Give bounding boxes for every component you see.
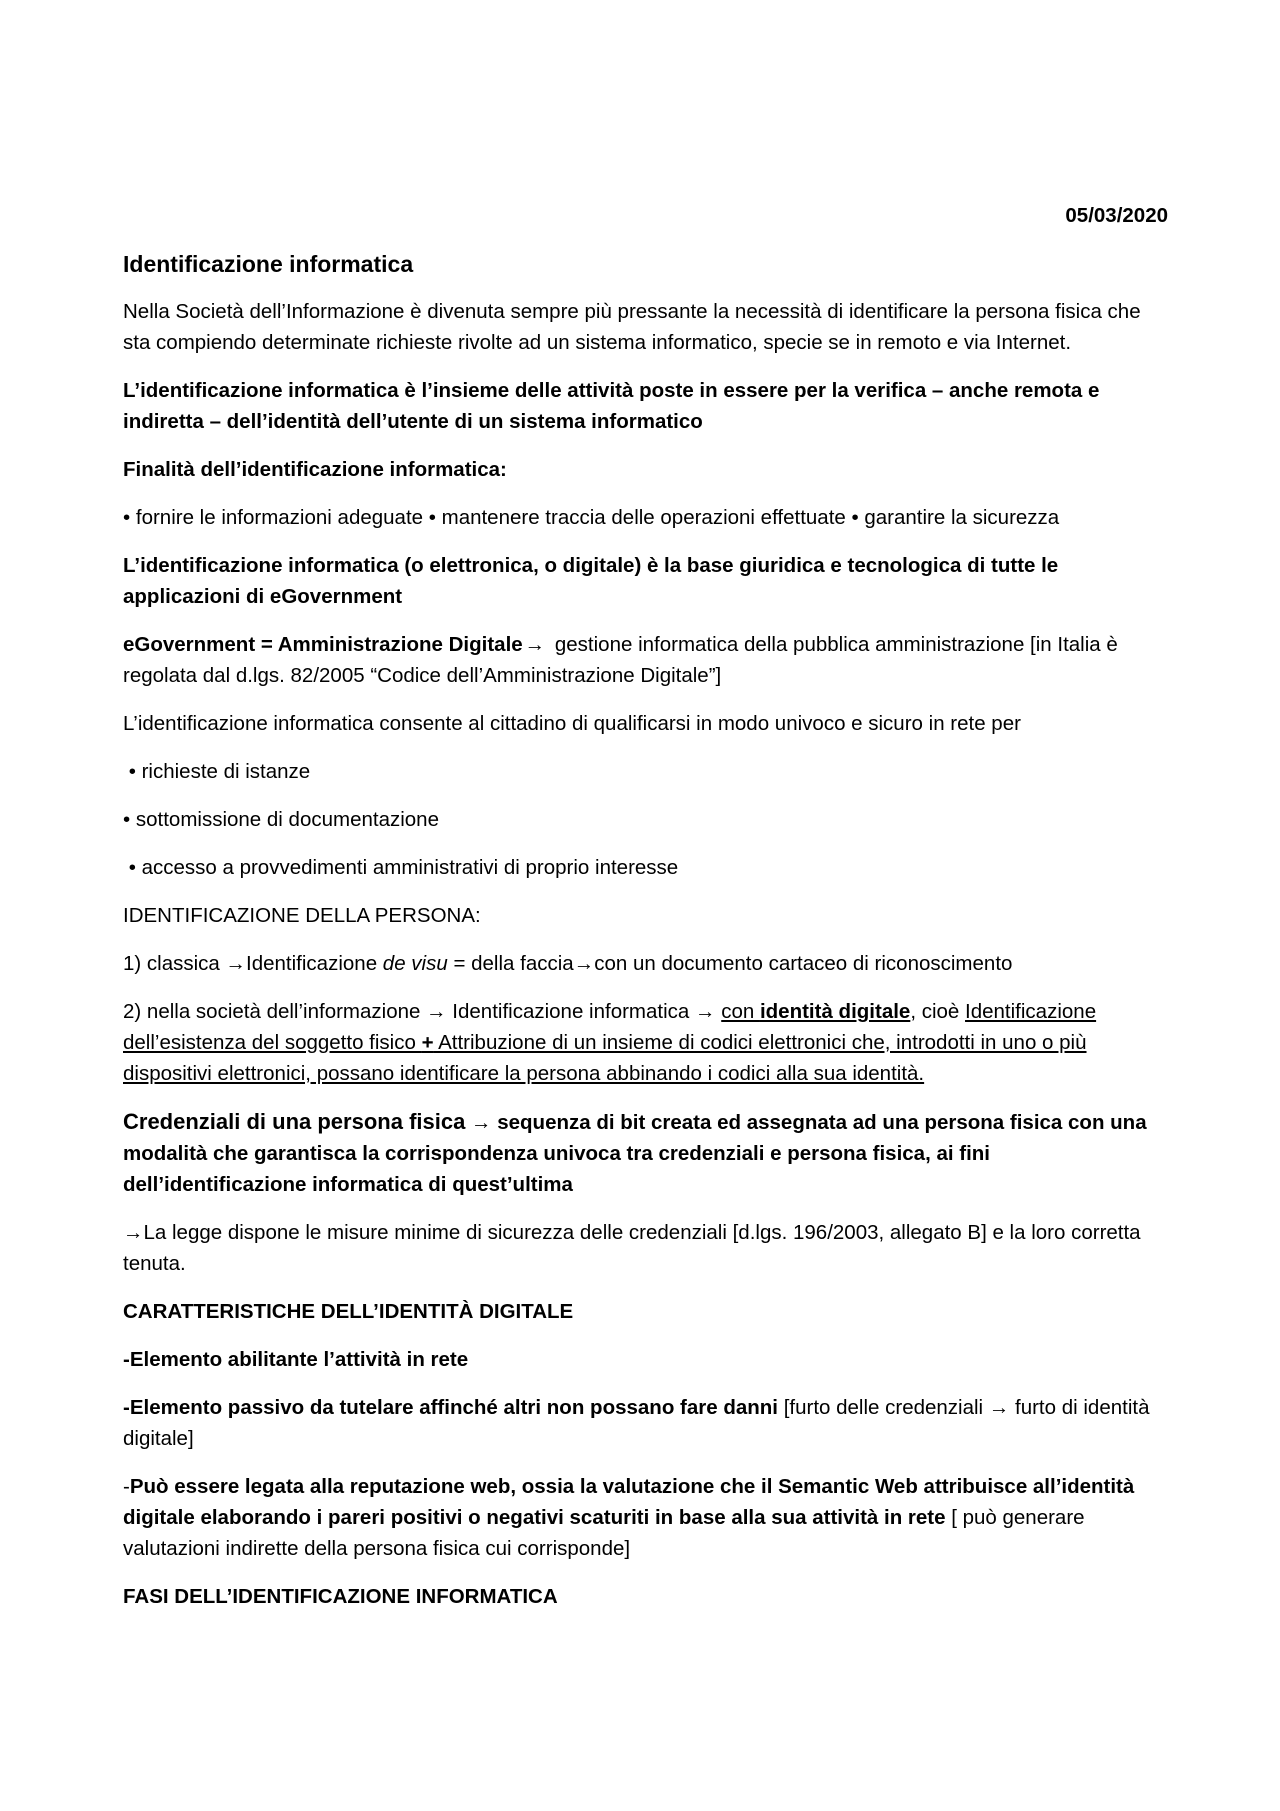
definition-text: L’identificazione informatica è l’insieme delle attività poste in essere per la verifica – anche remota e indiretta – dell’identità dell’utente di un sistema informatico bbox=[123, 379, 1100, 433]
arrow-icon: → bbox=[573, 952, 595, 975]
arrow-icon: → bbox=[695, 1000, 716, 1023]
phases-heading: FASI DELL’IDENTIFICAZIONE INFORMATICA bbox=[123, 1585, 558, 1608]
purpose-items: • fornire le informazioni adeguate • mantenere traccia delle operazioni effettuate • garantire la sicurezza bbox=[123, 506, 1060, 529]
characteristic-item: -Può essere legata alla reputazione web, ossia la valutazione che il Semantic Web attribuisce all’identità digitale elaborando i pareri positivi o negativi scaturiti in base alla sua attività in rete [ può generare valutazioni indirette della persona fisica cui corrisponde] bbox=[123, 1475, 1135, 1560]
arrow-icon: → bbox=[123, 1221, 144, 1244]
list-item: • accesso a provvedimenti amministrativi di proprio interesse bbox=[128, 856, 679, 879]
characteristics-heading: CARATTERISTICHE DELL’IDENTITÀ DIGITALE bbox=[123, 1300, 574, 1323]
classic-identification: 1) classica →Identificazione de visu = della faccia→con un documento cartaceo di riconoscimento bbox=[123, 952, 1013, 975]
purpose-heading: Finalità dell’identificazione informatica: bbox=[123, 458, 507, 481]
document-title: Identificazione informatica bbox=[123, 251, 414, 277]
arrow-icon: → bbox=[471, 1111, 492, 1134]
allows-paragraph: L’identificazione informatica consente al cittadino di qualificarsi in modo univoco e sicuro in rete per bbox=[123, 712, 1021, 735]
arrow-icon: → bbox=[225, 952, 247, 975]
law-paragraph: →La legge dispone le misure minime di sicurezza delle credenziali [d.lgs. 196/2003, allegato B] e la loro corretta tenuta. bbox=[123, 1221, 1141, 1275]
arrow-icon: → bbox=[524, 633, 546, 656]
list-item: • richieste di istanze bbox=[128, 760, 311, 783]
credentials-term: Credenziali di una persona fisica bbox=[123, 1109, 466, 1134]
intro-paragraph: Nella Società dell’Informazione è divenuta sempre più pressante la necessità di identificare la persona fisica che sta compiendo determinate richieste rivolte ad un sistema informatico, specie se in remoto e via Internet. bbox=[123, 300, 1141, 354]
arrow-icon: → bbox=[426, 1000, 447, 1023]
document-date: 05/03/2020 bbox=[1065, 204, 1168, 227]
egov-term: eGovernment = Amministrazione Digitale bbox=[123, 633, 523, 656]
characteristic-item: -Elemento abilitante l’attività in rete bbox=[123, 1348, 469, 1371]
arrow-icon: → bbox=[988, 1396, 1010, 1419]
basis-paragraph: L’identificazione informatica (o elettronica, o digitale) è la base giuridica e tecnologica di tutte le applicazioni di eGovernment bbox=[123, 554, 1059, 608]
digital-identity-term: identità digitale bbox=[759, 1000, 911, 1023]
definition-paragraph bbox=[123, 375, 1168, 437]
person-heading: IDENTIFICAZIONE DELLA PERSONA: bbox=[123, 904, 481, 927]
egov-paragraph bbox=[123, 629, 1168, 691]
list-item: • sottomissione di documentazione bbox=[123, 808, 439, 831]
document-page bbox=[123, 200, 1168, 1629]
egov-description: gestione informatica della pubblica amministrazione [in Italia è regolata dal d.lgs. 82/2005 “Codice dell’Amministrazione Digitale”] bbox=[123, 633, 1118, 687]
credentials-paragraph bbox=[123, 1106, 1168, 1200]
characteristic-item: -Elemento passivo da tutelare affinché altri non possano fare danni [furto delle credenziali → furto di identità digitale] bbox=[123, 1396, 1150, 1450]
credentials-description: sequenza di bit creata ed assegnata ad una persona fisica con una modalità che garantisca la corrispondenza univoca tra credenziali e persona fisica, ai fini dell’identificazione informatica di quest’ultima bbox=[123, 1111, 1147, 1196]
society-identification: 2) nella società dell’informazione → Identificazione informatica → con identità digitale, cioè Identificazione dell’esistenza del soggetto fisico + Attribuzione di un insieme di codici elettronici che, introdotti in uno o più dispositivi elettronici, possano identificare la persona abbinando i codici alla sua identità. bbox=[123, 1000, 1097, 1085]
